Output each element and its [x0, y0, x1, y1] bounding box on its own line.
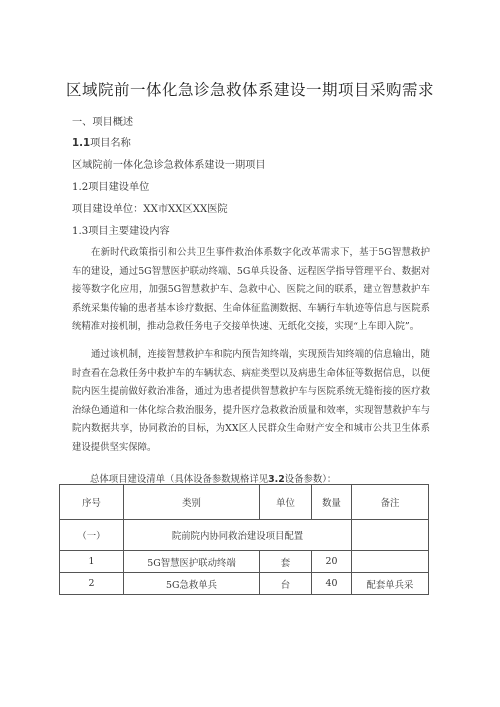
table-caption: 总体项目建设清单（具体设备参数规格详见3.2设备参数）： [90, 474, 337, 485]
header-serial: 序号 [60, 485, 124, 520]
row-quantity: 20 [312, 551, 352, 573]
caption-ref-number: 3.2 [268, 474, 285, 485]
table-row [60, 551, 429, 573]
subsection-heading-project-name [72, 134, 131, 149]
table-section-row [60, 520, 429, 551]
row-remarks [352, 551, 429, 573]
section-number: （一） [60, 520, 124, 551]
header-unit: 单位 [260, 485, 312, 520]
row-serial: 2 [60, 573, 124, 595]
row-category: 5G急救单兵 [124, 573, 260, 595]
subsection-number: 1.2 [72, 182, 89, 193]
row-quantity: 40 [312, 573, 352, 595]
section-category: 院前院内协同救治建设项目配置 [124, 520, 352, 551]
document-title: 区域院前一体化急诊急救体系建设一期项目采购需求 [65, 81, 434, 99]
row-remarks: 配套单兵采 [352, 573, 429, 595]
table-header-row [60, 485, 429, 520]
header-quantity: 数量 [312, 485, 352, 520]
subsection-label: 项目建设单位 [88, 182, 150, 193]
row-serial: 1 [60, 551, 124, 573]
section-heading-overview: 一、项目概述 [72, 117, 134, 128]
section-remarks [352, 520, 429, 551]
subsection-number: 1.1 [72, 138, 91, 149]
row-unit: 台 [260, 573, 312, 595]
header-remarks: 备注 [352, 485, 429, 520]
construction-unit-value: 项目建设单位：XX市XX区XX医院 [72, 204, 228, 215]
header-category: 类别 [124, 485, 260, 520]
row-category: 5G智慧医护联动终端 [124, 551, 260, 573]
table-row [60, 573, 429, 595]
body-paragraph-2: 通过该机制，连接智慧救护车和院内预告知终端，实现预告知终端的信息输出，随时查看在急救任务中救护车的车辆状态、病症类型以及病患生命体征等数据信息，以便院内医生提前做好救治准备，通过为患者提供智慧救护车与医院系统无缝衔接的医疗救治绿色通道和一体化综合救治服务，提升医疗急救救治质量和效率，实现智慧救护车与院内数据共享，协同救治的目标，为XX区人民群众生命财产安全和城市公共卫生体系建设提供坚实保障。 [72, 349, 430, 453]
subsection-heading-main-content [72, 222, 170, 237]
subsection-heading-construction-unit [72, 178, 149, 193]
subsection-label: 项目名称 [90, 138, 131, 149]
subsection-number: 1.3 [72, 226, 89, 237]
body-paragraph-1: 在新时代政策指引和公共卫生事件救治体系数字化改革需求下，基于5G智慧救护车的建设，通过5G智慧医护联动终端、5G单兵设备、远程医学指导管理平台、数据对接等数字化应用，加强5G智慧救护车、急救中心、医院之间的联系，建立智慧救护车系统采集传输的患者基本诊疗数据、生命体征监测数据、车辆行车轨迹等信息与医院系统精准对接机制，推动急救任务电子交接单快速、无纸化交接，实现“上车即入院”。 [72, 247, 430, 333]
subsection-label: 项目主要建设内容 [88, 226, 170, 237]
project-name-value: 区域院前一体化急诊急救体系建设一期项目 [72, 160, 266, 171]
row-unit: 套 [260, 551, 312, 573]
construction-list-table [59, 484, 429, 595]
